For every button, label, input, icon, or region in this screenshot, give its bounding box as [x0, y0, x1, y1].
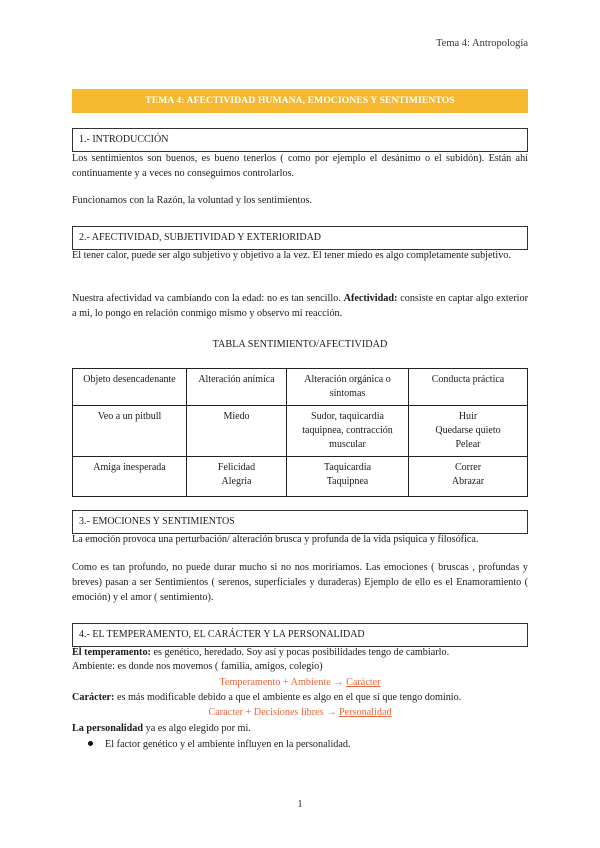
table-row	[73, 457, 528, 497]
table-cell: Miedo	[187, 406, 287, 457]
personalidad-line	[72, 722, 528, 737]
table-row	[73, 406, 528, 457]
table-header-cell: Alteración anímica	[187, 369, 287, 406]
table-cell: Amiga inesperada	[73, 457, 187, 497]
bullet-icon	[88, 741, 93, 746]
afectividad-term: Afectividad:	[343, 293, 398, 304]
table-cell: Huir Quedarse quieto Pelear	[409, 406, 528, 457]
table-header-cell: Alteración orgánica o síntomas	[287, 369, 409, 406]
formula-result: Carácter	[346, 677, 381, 688]
section-1-paragraph-2: Funcionamos con la Razón, la voluntad y los sentimientos.	[72, 195, 312, 206]
text-run: es más modificable debido a que el ambiente es algo en el que sí que tengo dominio.	[114, 692, 462, 703]
section-2-paragraph-2	[72, 292, 528, 322]
running-header: Tema 4: Antropología	[436, 38, 528, 49]
section-1-heading: 1.- INTRODUCCIÓN	[72, 128, 528, 152]
text-run: ya es algo elegido por mi.	[143, 723, 251, 734]
table-header-row	[73, 369, 528, 406]
formula-caracter	[72, 676, 528, 691]
section-2-heading: 2.- AFECTIVIDAD, SUBJETIVIDAD Y EXTERIORIDAD	[72, 226, 528, 250]
temperamento-term: El temperamento:	[72, 647, 151, 658]
bullet-text: El factor genético y el ambiente influyen en la personalidad.	[105, 739, 351, 750]
text-run: Nuestra afectividad va cambiando con la edad: no es tan sencillo.	[72, 293, 344, 304]
table-header-cell: Conducta práctica	[409, 369, 528, 406]
page-number: 1	[297, 799, 303, 810]
formula-text: Temperamento + Ambiente →	[219, 677, 347, 688]
bullet-item	[88, 738, 351, 753]
section-1-paragraph-1: Los sentimientos son buenos, es bueno tenerlos ( como por ejemplo el desánimo o el subidón). Están ahí continuamente y a veces no conseguimos controlarlos.	[72, 153, 528, 179]
feelings-table	[72, 368, 528, 497]
table-header-cell: Objeto desencadenante	[73, 369, 187, 406]
title-banner: TEMA 4: AFECTIVIDAD HUMANA, EMOCIONES Y SENTIMIENTOS	[72, 89, 528, 113]
formula-result: Personalidad	[338, 707, 392, 718]
temperamento-line	[72, 646, 528, 661]
formula-personalidad	[72, 706, 528, 721]
text-run: consiste en captar algo exterior a mi, lo pongo en relación conmigo mismo y observo mi reacción.	[72, 293, 528, 319]
section-4-heading: 4.- EL TEMPERAMENTO, EL CARÁCTER Y LA PERSONALIDAD	[72, 623, 528, 647]
text-run: es genético, heredado. Soy así y pocas posibilidades tengo de cambiarlo.	[150, 647, 450, 658]
table-cell: Correr Abrazar	[409, 457, 528, 497]
table-cell: Felicidad Alegria	[187, 457, 287, 497]
table-title: TABLA SENTIMIENTO/AFECTIVIDAD	[212, 339, 388, 350]
table-cell: Veo a un pitbull	[73, 406, 187, 457]
section-3-paragraph-2: Como es tan profundo, no puede durar mucho si no nos moriríamos. Las emociones ( bruscas , profundas y breves) pasan a ser Sentimientos ( serenos, superficiales y duraderas) Ejemplo de ello es el Enamoramiento ( emoción) y el amor ( sentimiento).	[72, 562, 528, 603]
caracter-term: Carácter:	[72, 692, 115, 703]
section-2-paragraph-1: El tener calor, puede ser algo subjetivo y objetivo a la vez. El tener miedo es algo completamente subjetivo.	[72, 250, 511, 261]
personalidad-term: La personalidad	[72, 723, 144, 734]
section-3-heading: 3.- EMOCIONES Y SENTIMIENTOS	[72, 510, 528, 534]
section-3-paragraph-1: La emoción provoca una perturbación/ alteración brusca y profunda de la vida psiquica y filosófica.	[72, 534, 479, 545]
formula-text: Caracter + Decisiones libres →	[208, 707, 339, 718]
caracter-line	[72, 691, 528, 706]
table-cell: Taquicardia Taquipnea	[287, 457, 409, 497]
table-cell: Sudor, taquicardia taquipnea, contracción muscular	[287, 406, 409, 457]
ambiente-line: Ambiente: es donde nos movemos ( familia, amigos, colegio)	[72, 661, 323, 672]
